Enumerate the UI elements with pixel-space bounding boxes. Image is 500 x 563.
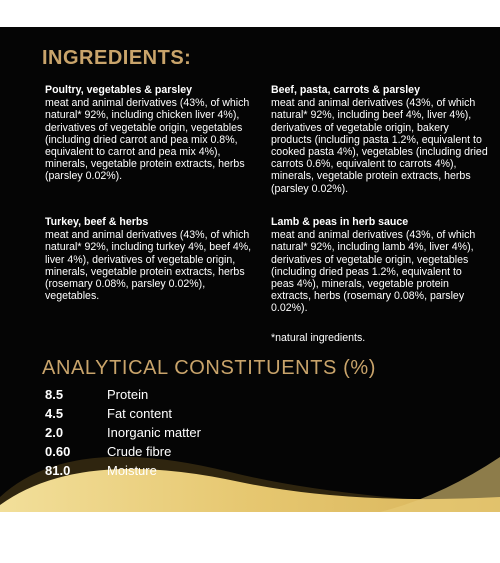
constituent-value: 8.5 [45, 387, 64, 402]
recipe-title: Beef, pasta, carrots & parsley [271, 84, 420, 96]
recipe-turkey-beef [45, 216, 260, 302]
constituent-label: Protein [107, 387, 149, 402]
recipe-ingredients: meat and animal derivatives (43%, of which natural* 92%, including lamb 4%, liver 4%), derivatives of vegetable origin, vegetables (including dried peas 1.2%, equivalent to peas 4%), minerals, vegetable protein extracts, herbs (rosemary 0.08%, parsley 0.02%). [271, 229, 476, 315]
constituent-row [45, 444, 171, 459]
recipe-title: Lamb & peas in herb sauce [271, 216, 409, 228]
natural-ingredients-note: *natural ingredients. [271, 332, 366, 344]
constituent-value: 0.60 [45, 444, 71, 459]
constituent-row [45, 406, 172, 421]
ingredients-heading: INGREDIENTS: [42, 47, 192, 69]
recipe-lamb-peas [271, 216, 486, 315]
analytical-constituents-heading: ANALYTICAL CONSTITUENTS (%) [42, 357, 377, 379]
constituent-value: 2.0 [45, 425, 64, 440]
constituent-row [45, 425, 201, 440]
constituent-label: Crude fibre [107, 444, 172, 459]
recipe-ingredients: meat and animal derivatives (43%, of which natural* 92%, including beef 4%, liver 4%), derivatives of vegetable origin, bakery products (including pasta 1.2%, equivalent to cooked pasta 4%), vegetables (including dried carrots 0.6%, equivalent to carrots 4%), minerals, vegetable protein extracts, herbs (parsley 0.02%). [271, 97, 488, 195]
recipe-poultry [45, 84, 260, 183]
constituent-row [45, 463, 157, 478]
recipe-title: Poultry, vegetables & parsley [45, 84, 192, 96]
recipe-ingredients: meat and animal derivatives (43%, of which natural* 92%, including chicken liver 4%), derivatives of vegetable origin, vegetables (including dried carrot and pea mix 0.8%, equivalent to carrot and pea mix 4%), minerals, vegetable protein extracts, herbs (parsley 0.02%). [45, 97, 250, 183]
constituent-value: 4.5 [45, 406, 64, 421]
recipe-beef-pasta [271, 84, 489, 195]
constituent-label: Moisture [107, 463, 157, 478]
recipe-ingredients: meat and animal derivatives (43%, of which natural* 92%, including turkey 4%, beef 4%, liver 4%), derivatives of vegetable origin, minerals, vegetable protein extracts, herbs (rosemary 0.08%, parsley 0.02%), vegetables. [45, 229, 252, 303]
constituent-label: Inorganic matter [107, 425, 201, 440]
recipe-title: Turkey, beef & herbs [45, 216, 149, 228]
constituent-row [45, 387, 148, 402]
constituent-label: Fat content [107, 406, 173, 421]
ingredients-panel [0, 27, 500, 512]
constituent-value: 81.0 [45, 463, 71, 478]
